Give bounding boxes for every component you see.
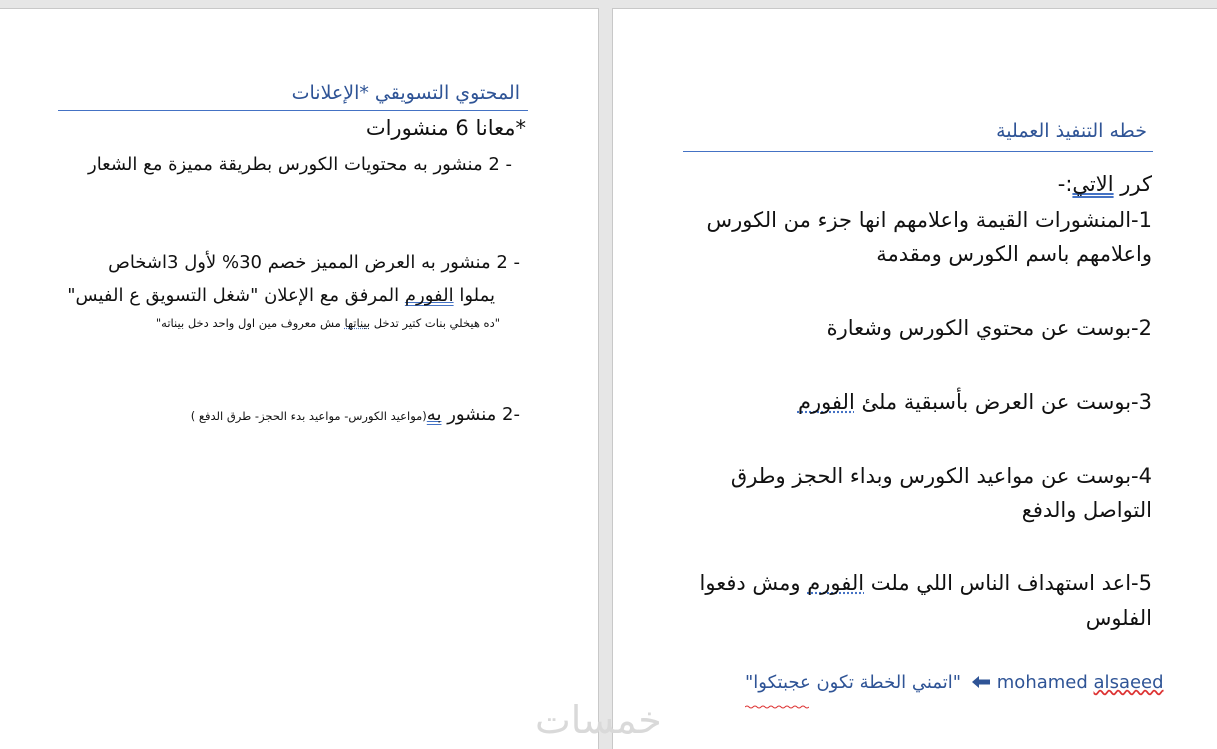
left-item-3 (191, 404, 520, 425)
left-item-3-pre: -2 منشور (441, 404, 520, 425)
left-item-2-note (156, 316, 500, 330)
right-item-5-line2: الفلوس (1085, 606, 1152, 630)
right-item-5-line1 (700, 571, 1152, 595)
left-item-3-detail: (مواعيد الكورس- مواعيد بدء الحجز- طرق الدفع ) (190, 409, 427, 423)
spell-mark-form[interactable]: الفورم (404, 285, 454, 306)
left-item-1: - 2 منشور به محتويات الكورس بطريقة مميزة مع الشعار (88, 154, 512, 175)
right-item-2: 2-بوست عن محتوي الكورس وشعارة (826, 316, 1152, 340)
spell-mark-form-2[interactable]: الفورم (797, 390, 855, 414)
spell-mark-with[interactable]: به (426, 404, 442, 425)
right-intro-post: :- (1057, 172, 1073, 196)
right-intro-pre: كرر (1113, 172, 1152, 196)
right-item-1-line2: واعلامهم باسم الكورس ومقدمة (876, 242, 1152, 266)
footer-author-first: mohamed (996, 672, 1088, 693)
left-item-2-line2 (67, 285, 495, 306)
right-item-1-line1: 1-المنشورات القيمة واعلامهم انها جزء من الكورس (706, 208, 1152, 232)
footer-signature (745, 672, 1164, 694)
right-heading-rule (683, 151, 1153, 152)
arrow-left-icon (971, 673, 991, 694)
left-item-2-line1: - 2 منشور به العرض المميز خصم 30% لأول 3اشخاص (108, 252, 520, 273)
right-item-4-line1: 4-بوست عن مواعيد الكورس وبداء الحجز وطرق (730, 464, 1152, 488)
left-heading: المحتوي التسويقي *الإعلانات (291, 82, 520, 104)
left-item-2-note-pre: "ده هيخلي بنات كتير تدخل (370, 316, 500, 330)
left-intro: *معانا 6 منشورات (365, 116, 526, 140)
spell-mark-following[interactable]: الاتي (1072, 172, 1114, 196)
right-item-5-post: ومش دفعوا (699, 571, 808, 595)
spell-mark-form-3[interactable]: الفورم (807, 571, 865, 595)
left-item-2-note-post: مش معروف مين اول واحد دخل بيناته" (155, 316, 345, 330)
right-item-3-pre: 3-بوست عن العرض بأسبقية ملئ (854, 390, 1152, 414)
footer-author-last[interactable]: alsaeed (1093, 672, 1164, 693)
right-intro (1058, 172, 1152, 196)
watermark-logo: خمسات (535, 698, 662, 742)
right-item-5-pre: 5-اعد استهداف الناس اللي ملت (864, 571, 1152, 595)
footer-quote: "اتمني الخطة تكون عجبتكوا" (745, 672, 962, 693)
spell-mark-between[interactable]: بيناتها (344, 316, 371, 330)
right-item-4-line2: التواصل والدفع (1021, 498, 1152, 522)
right-heading: خطه التنفيذ العملية (996, 120, 1147, 142)
spell-underline-quote (745, 694, 809, 698)
right-item-3 (798, 390, 1152, 414)
left-item-2-line2-post: المرفق مع الإعلان "شغل التسويق ع الفيس" (67, 285, 405, 306)
left-heading-rule (58, 110, 528, 111)
left-item-2-line2-pre: يملوا (453, 285, 495, 306)
